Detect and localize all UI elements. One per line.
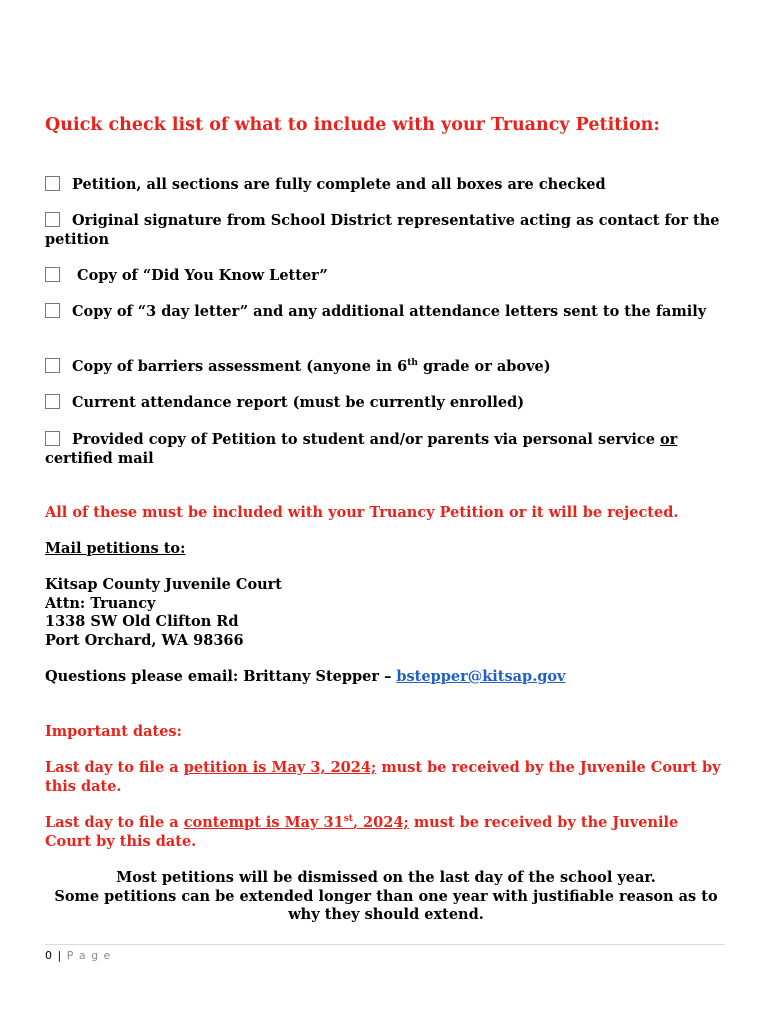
checklist-item	[45, 358, 727, 377]
checklist-item-text: Current attendance report (must be currently enrolled)	[72, 394, 525, 411]
mail-heading: Mail petitions to:	[45, 540, 186, 557]
checkbox[interactable]	[45, 394, 60, 409]
superscript: st	[343, 814, 353, 824]
address-line: 1338 SW Old Clifton Rd	[45, 613, 239, 630]
checklist-item-text: Provided copy of Petition to student and/or parents via personal service	[72, 431, 661, 448]
contempt-deadline	[45, 814, 727, 851]
mailing-address	[45, 576, 727, 650]
questions-text: Questions please email: Brittany Stepper –	[45, 668, 397, 685]
checklist-item	[45, 394, 727, 413]
deadline-text: must be received by the Juvenile Court by this date.	[45, 814, 679, 850]
address-line: Kitsap County Juvenile Court	[45, 576, 282, 593]
checklist-item-text: Copy of barriers assessment (anyone in 6	[72, 358, 408, 375]
checklist-item	[45, 267, 727, 286]
checklist-item-text: Petition, all sections are fully complete and all boxes are checked	[72, 176, 606, 193]
checklist-item	[45, 303, 727, 322]
underlined-text: or	[660, 431, 678, 448]
checklist-item	[45, 431, 727, 468]
note-line: Most petitions will be dismissed on the last day of the school year.	[116, 869, 656, 886]
address-line: Port Orchard, WA 98366	[45, 631, 244, 649]
checkbox[interactable]	[45, 176, 60, 191]
page-footer	[45, 949, 111, 962]
checklist-item-text: Copy of “3 day letter” and any additional attendance letters sent to the family	[72, 303, 707, 320]
footer-separator: |	[53, 949, 67, 962]
page-title: Quick check list of what to include with your Truancy Petition:	[45, 115, 660, 135]
rejection-warning: All of these must be included with your Truancy Petition or it will be rejected.	[45, 504, 679, 521]
deadline-text: Last day to file a	[45, 759, 184, 776]
deadline-date-part: , 2024;	[352, 814, 409, 831]
checkbox[interactable]	[45, 303, 60, 318]
checkbox[interactable]	[45, 267, 60, 282]
address-line: Attn: Truancy	[45, 594, 156, 612]
footer-divider	[45, 944, 725, 945]
deadline-text: Last day to file a	[45, 814, 184, 831]
questions-line	[45, 668, 727, 687]
page-label: P a g e	[66, 949, 112, 962]
checklist-item	[45, 176, 727, 195]
checkbox[interactable]	[45, 431, 60, 446]
checklist-item-text: Original signature from School District representative acting as contact for the petition	[45, 212, 720, 248]
deadline-text: must be received by the Juvenile Court by this date.	[45, 759, 721, 795]
dismissal-notes	[45, 869, 727, 925]
page-number: 0	[45, 949, 53, 962]
deadline-date	[184, 814, 409, 831]
deadline-date-part: contempt is May 31	[183, 814, 344, 831]
deadline-date: petition is May 3, 2024;	[183, 759, 377, 776]
checklist-item-text: grade or above)	[417, 358, 551, 375]
checklist-item-text: certified mail	[45, 449, 154, 467]
checkbox[interactable]	[45, 358, 60, 373]
checklist-item	[45, 212, 727, 249]
checkbox[interactable]	[45, 212, 60, 227]
important-dates-heading: Important dates:	[45, 723, 182, 740]
superscript: th	[407, 358, 418, 368]
checklist-item-text: Copy of “Did You Know Letter”	[72, 267, 328, 284]
petition-deadline	[45, 759, 727, 796]
note-line: Some petitions can be extended longer than one year with justifiable reason as to why they should extend.	[54, 887, 718, 923]
email-link[interactable]: bstepper@kitsap.gov	[396, 668, 566, 685]
